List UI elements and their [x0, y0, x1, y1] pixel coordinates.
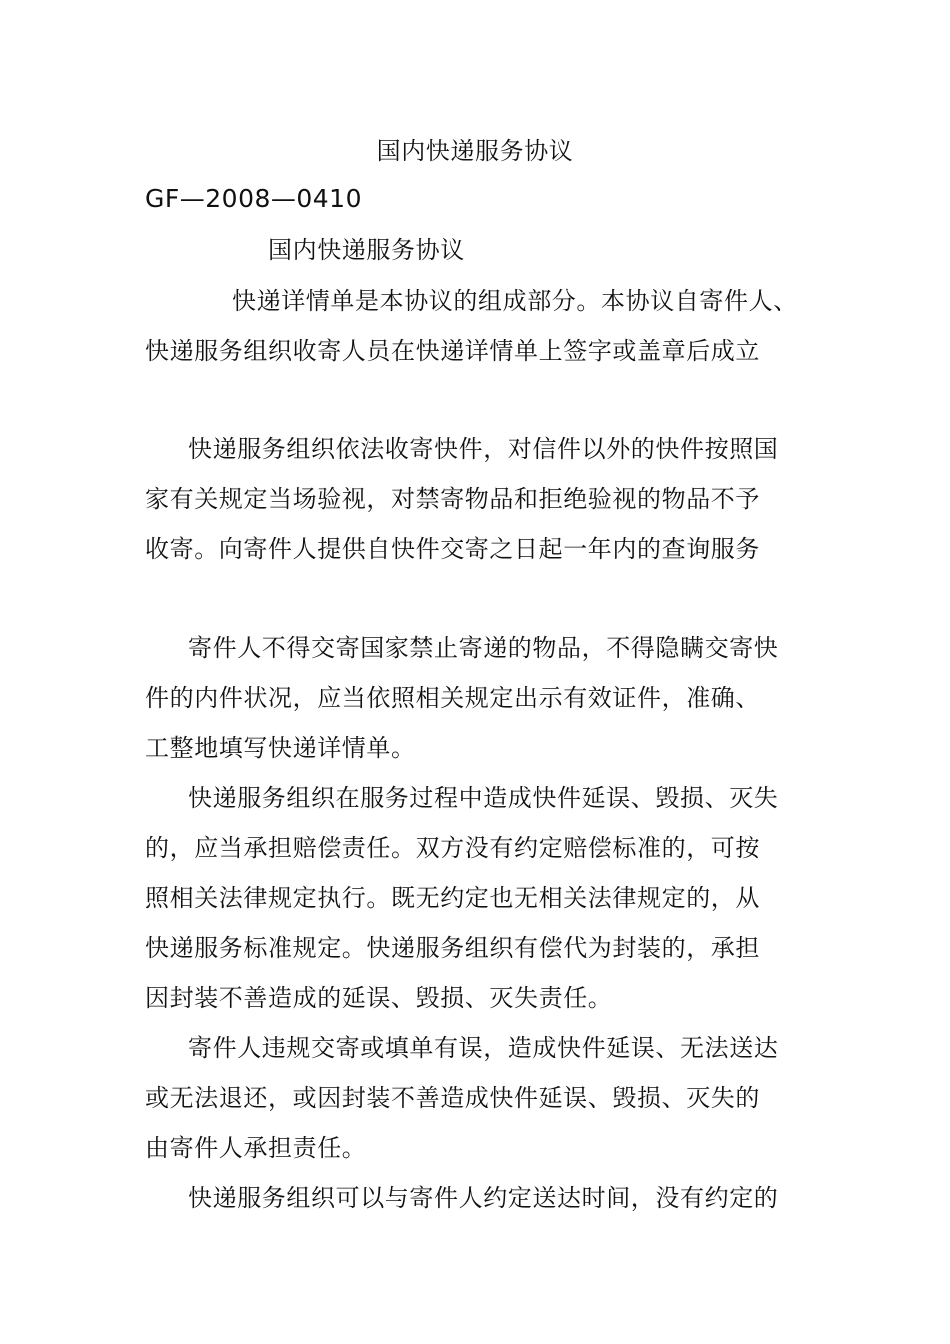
paragraph-line: 快递服务组织可以与寄件人约定送达时间，没有约定的 — [188, 1184, 779, 1212]
paragraph-line: 因封装不善造成的延误、毁损、灭失责任。 — [145, 984, 613, 1012]
paragraph-line: 收寄。向寄件人提供自快件交寄之日起一年内的查询服务 — [145, 535, 760, 563]
paragraph-line: 快递服务组织在服务过程中造成快件延误、毁损、灭失 — [188, 784, 779, 812]
document-subtitle: 国内快递服务协议 — [268, 236, 465, 264]
paragraph-line: 寄件人违规交寄或填单有误，造成快件延误、无法送达 — [188, 1034, 779, 1062]
document-title: 国内快递服务协议 — [376, 137, 574, 165]
paragraph-line: 寄件人不得交寄国家禁止寄递的物品，不得隐瞒交寄快 — [188, 634, 779, 662]
document-code: GF—2008—0410 — [145, 184, 362, 213]
paragraph-line: 快递服务组织收寄人员在快递详情单上签字或盖章后成立 — [145, 337, 760, 365]
paragraph-line: 的，应当承担赔偿责任。双方没有约定赔偿标准的，可按 — [145, 834, 760, 862]
paragraph-line: 照相关法律规定执行。既无约定也无相关法律规定的，从 — [145, 884, 760, 912]
paragraph-line: 家有关规定当场验视，对禁寄物品和拒绝验视的物品不予 — [145, 485, 760, 513]
paragraph-line: 件的内件状况，应当依照相关规定出示有效证件，准确、 — [145, 684, 760, 712]
paragraph-line: 快递服务标准规定。快递服务组织有偿代为封装的，承担 — [145, 934, 760, 962]
paragraph-line: 快递服务组织依法收寄快件，对信件以外的快件按照国 — [188, 435, 779, 463]
paragraph-line: 快递详情单是本协议的组成部分。本协议自寄件人、 — [232, 287, 798, 315]
paragraph-line: 工整地填写快递详情单。 — [145, 734, 416, 762]
paragraph-line: 或无法退还，或因封装不善造成快件延误、毁损、灭失的 — [145, 1084, 760, 1112]
paragraph-line: 由寄件人承担责任。 — [145, 1134, 367, 1162]
